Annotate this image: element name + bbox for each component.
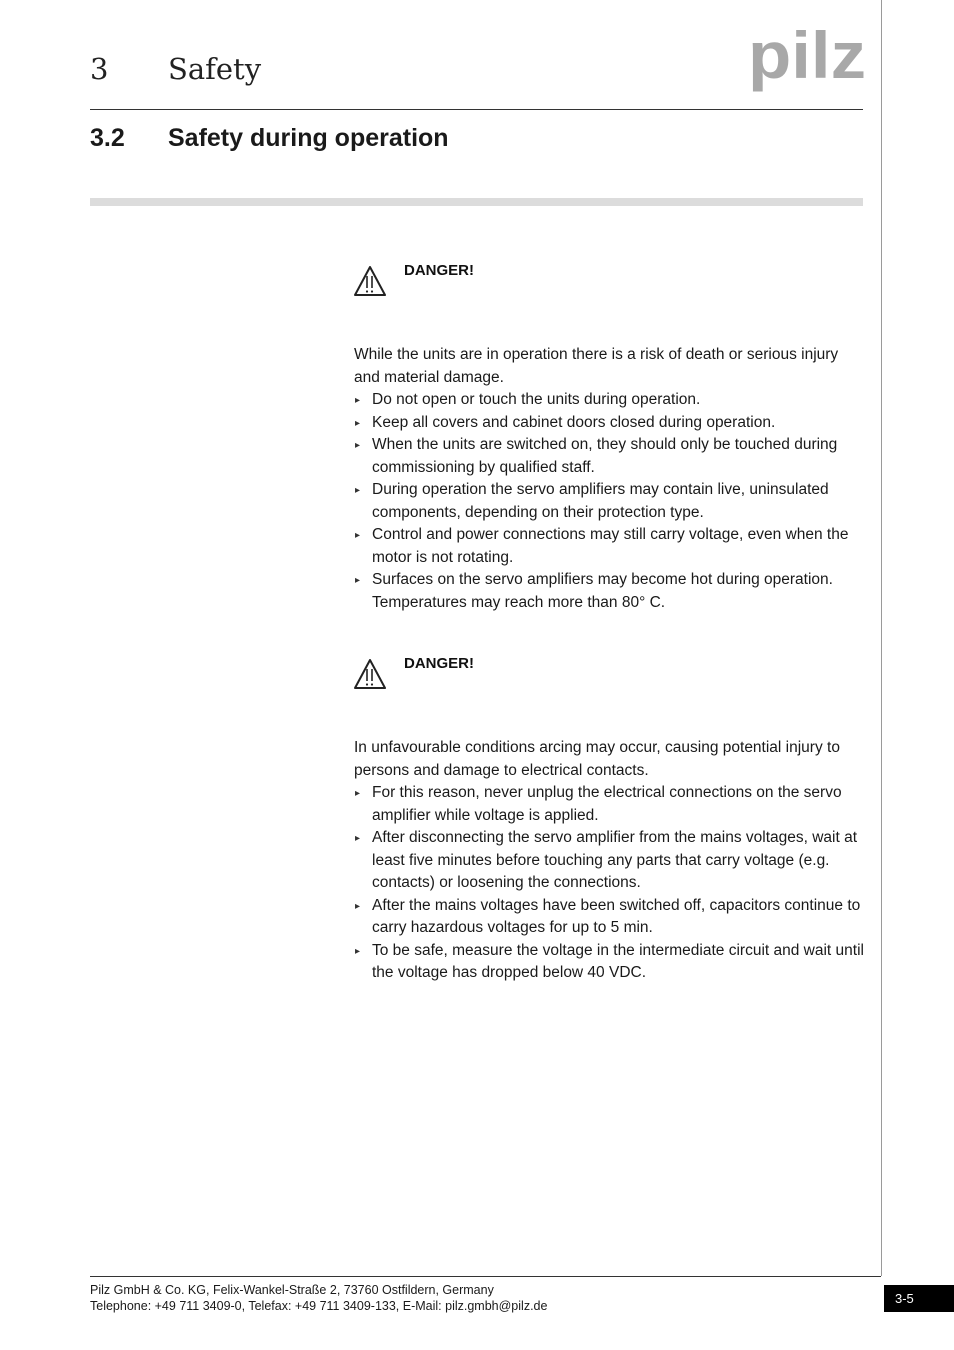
list-item: ▸ Do not open or touch the units during operation. [354, 389, 866, 412]
list-item: ▸ Control and power connections may still carry voltage, even when the motor is not rotating. [355, 526, 849, 566]
warning-bullet-list [354, 782, 866, 985]
bullet-arrow-icon: ▸ [355, 945, 361, 957]
bullet-arrow-icon: ▸ [355, 417, 361, 429]
footer-address: Pilz GmbH & Co. KG, Felix-Wankel-Straße 2, 73760 Ostfildern, Germany [90, 1283, 494, 1297]
warning-text-block [354, 344, 866, 614]
warning-intro: While the units are in operation there is a risk of death or serious injury and material damage. [354, 346, 839, 386]
list-item: ▸ When the units are switched on, they should only be touched during commissioning by qualified staff. [355, 436, 838, 476]
section-title: Safety during operation [168, 124, 449, 152]
bullet-arrow-icon: ▸ [355, 395, 361, 406]
bullet-arrow-icon: ▸ [355, 530, 361, 541]
bullet-arrow-icon: ▸ [355, 788, 361, 799]
warning-intro: In unfavourable conditions arcing may occur, causing potential injury to persons and damage to electrical contacts. [354, 739, 840, 779]
chapter-title: Safety [168, 52, 262, 86]
bullet-arrow-icon: ▸ [355, 900, 361, 912]
bullet-arrow-icon: ▸ [355, 485, 361, 496]
bullet-arrow-icon: ▸ [355, 575, 361, 586]
list-item: ▸ During operation the servo amplifiers may contain live, uninsulated components, depending on their protection type. [355, 481, 829, 521]
list-item: ▸ To be safe, measure the voltage in the intermediate circuit and wait until the voltage has dropped below 40 VDC. [355, 941, 864, 981]
list-item: ▸ Surfaces on the servo amplifiers may become hot during operation. Temperatures may reach more than 80° C. [355, 571, 833, 611]
list-item: ▸ After disconnecting the servo amplifier from the mains voltages, wait at least five minutes before touching any parts that carry voltage (e.g. contacts) or loosening the connections. [355, 829, 858, 891]
page-number-badge: 3-5 [884, 1285, 954, 1312]
list-item: ▸ Keep all covers and cabinet doors closed during operation. [354, 412, 866, 435]
header-rule [90, 109, 863, 110]
section-divider-bar [90, 198, 863, 206]
danger-label: DANGER! [404, 655, 474, 672]
danger-label: DANGER! [404, 262, 474, 279]
pilz-logo [748, 28, 866, 94]
logo-text: pilz [748, 28, 866, 92]
warning-text-block [354, 737, 866, 985]
footer-rule [90, 1276, 881, 1277]
right-margin-rule [881, 0, 882, 1276]
bullet-arrow-icon: ▸ [355, 833, 361, 844]
warning-triangle-icon [353, 658, 387, 690]
list-item: ▸ After the mains voltages have been switched off, capacitors continue to carry hazardous voltages for up to 5 min. [355, 896, 861, 936]
footer-contact: Telephone: +49 711 3409-0, Telefax: +49 711 3409-133, E-Mail: pilz.gmbh@pilz.de [90, 1299, 548, 1313]
warning-triangle-icon [353, 265, 387, 297]
bullet-arrow-icon: ▸ [355, 440, 361, 451]
warning-bullet-list [354, 389, 866, 614]
chapter-number: 3 [90, 52, 109, 86]
list-item: ▸ For this reason, never unplug the electrical connections on the servo amplifier while voltage is applied. [355, 784, 842, 824]
section-number: 3.2 [90, 124, 125, 152]
